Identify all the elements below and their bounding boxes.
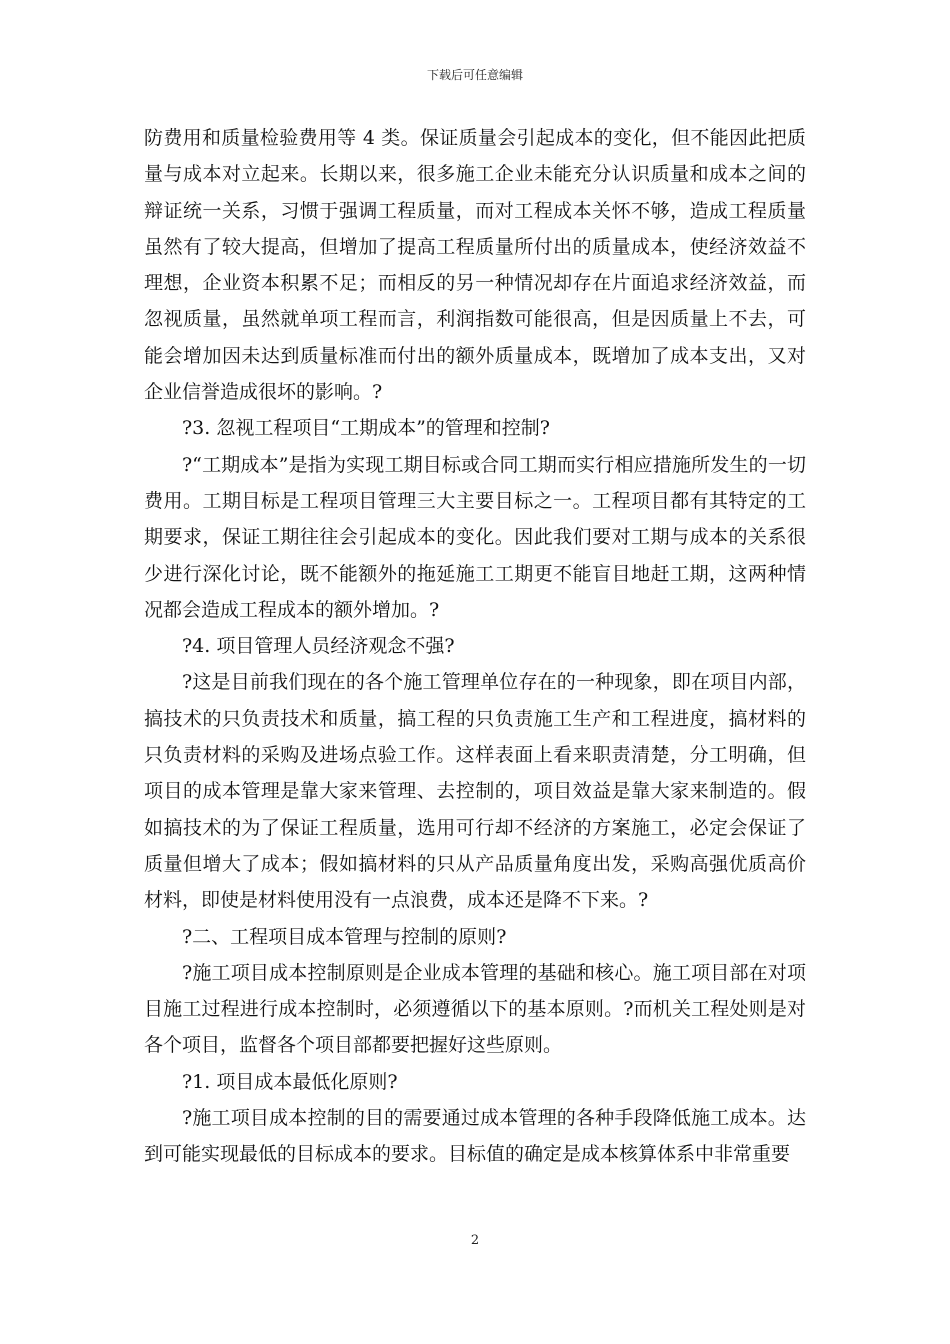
paragraph: ?“工期成本”是指为实现工期目标或合同工期而实行相应措施所发生的一切费用。工期目标是工程项目管理三大主要目标之一。工程项目都有其特定的工期要求，保证工期往往会引起成本的变化。因此我们要对工期与成本的关系很少进行深化讨论，既不能额外的拖延施工工期更不能盲目地赶工期，这两种情况都会造成工程成本的额外增加。? [144,453,806,621]
paragraph: ?施工项目成本控制原则是企业成本管理的基础和核心。施工项目部在对项目施工过程进行成本控制时，必须遵循以下的基本原则。?而机关工程处则是对各个项目，监督各个项目部都要把握好这些原则。 [144,961,806,1057]
section-heading: ?二、工程项目成本管理与控制的原则? [182,925,507,948]
paragraph: ?这是目前我们现在的各个施工管理单位存在的一种现象，即在项目内部，搞技术的只负责技术和质量，搞工程的只负责施工生产和工程进度，搞材料的只负责材料的采购及进场点验工作。这样表面上看来职责清楚，分工明确，但项目的成本管理是靠大家来管理、去控制的，项目效益是靠大家来制造的。假如搞技术的为了保证工程质量，选用可行却不经济的方案施工，必定会保证了质量但增大了成本；假如搞材料的只从产品质量角度出发，采购高强优质高价材料，即使是材料使用没有一点浪费，成本还是降不下来。? [144,671,806,912]
paragraph: 防费用和质量检验费用等 4 类。保证质量会引起成本的变化，但不能因此把质量与成本对立起来。长期以来，很多施工企业未能充分认识质量和成本之间的辩证统一关系，习惯于强调工程质量，而对工程成本关怀不够，造成工程质量虽然有了较大提高，但增加了提高工程质量所付出的质量成本，使经济效益不理想，企业资本积累不足；而相反的另一种情况却存在片面追求经济效益，而忽视质量，虽然就单项工程而言，利润指数可能很高，但是因质量上不去，可能会增加因未达到质量标准而付出的额外质量成本，既增加了成本支出，又对企业信誉造成很坏的影响。? [144,127,806,404]
section-heading: ?1. 项目成本最低化原则? [182,1070,398,1093]
document-body [144,120,806,1173]
section-heading: ?4. 项目管理人员经济观念不强? [182,635,455,658]
paragraph: ?施工项目成本控制的目的需要通过成本管理的各种手段降低施工成本。达到可能实现最低的目标成本的要求。目标值的确定是成本核算体系中非常重要 [144,1107,806,1166]
page-header: 下载后可任意编辑 [426,68,523,82]
section-heading: ?3. 忽视工程项目“工期成本”的管理和控制? [182,417,550,440]
page-number: 2 [470,1233,480,1248]
